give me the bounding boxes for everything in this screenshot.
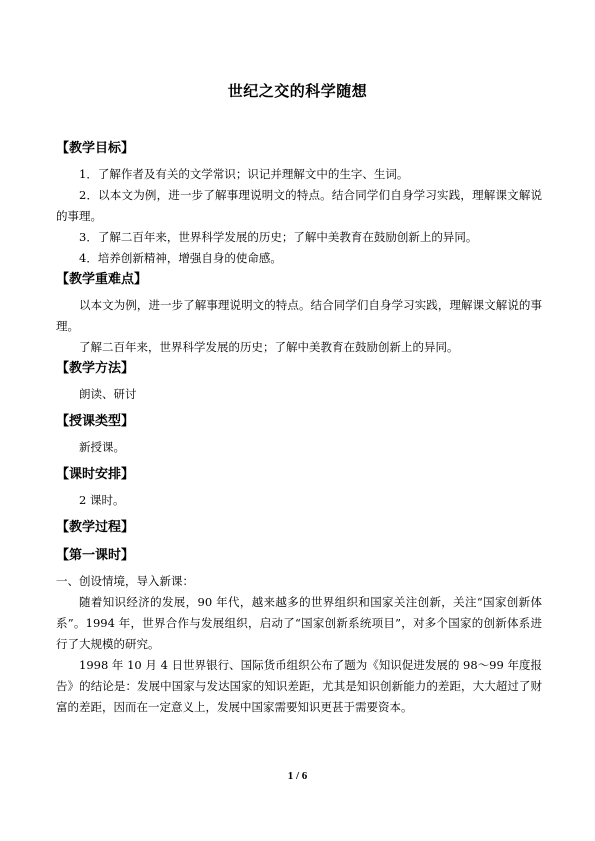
section-heading-methods: 【教学方法】 xyxy=(56,361,135,376)
goal-item-1: 1．了解作者及有关的文学常识；识记并理解文中的生字、生词。 xyxy=(79,167,409,181)
section-heading-key-points: 【教学重难点】 xyxy=(56,272,148,287)
document-body xyxy=(56,140,542,718)
section-heading-lesson-type: 【授课类型】 xyxy=(56,414,135,429)
section-heading-process: 【教学过程】 xyxy=(56,520,135,535)
goal-item-2: 2．以本文为例，进一步了解事理说明文的特点。结合同学们自身学习实践，理解课文解说的事理。 xyxy=(56,188,542,223)
key-point-1: 以本文为例，进一步了解事理说明文的特点。结合同学们自身学习实践，理解课文解说的事理。 xyxy=(56,298,542,333)
goal-item-4: 4．培养创新精神，增强自身的使命感。 xyxy=(79,251,282,265)
section-heading-goals: 【教学目标】 xyxy=(56,141,135,156)
key-point-2: 了解二百年来，世界科学发展的历史；了解中美教育在鼓励创新上的异同。 xyxy=(79,340,459,354)
goal-item-3: 3．了解二百年来，世界科学发展的历史；了解中美教育在鼓励创新上的异同。 xyxy=(79,230,478,244)
step-heading: 一、创设情境，导入新课： xyxy=(56,574,194,588)
intro-paragraph-1: 随着知识经济的发展，90 年代，越来越多的世界组织和国家关注创新，关注“国家创新体系”。1994 年，世界合作与发展组织，启动了“国家创新系统项目”，对多个国家的创新体系进行了大规模的研究。 xyxy=(56,595,542,651)
schedule-text: 2 课时。 xyxy=(79,493,125,507)
intro-paragraph-2: 1998 年 10 月 4 日世界银行、国际货币组织公布了题为《知识促进发展的 98～99 年度报告》的结论是：发展中国家与发达国家的知识差距，尤其是知识创新能力的差距，大大超过了财富的差距，因而在一定意义上，发展中国家需要知识更甚于需要资本。 xyxy=(56,658,542,714)
page-number: 1 / 6 xyxy=(287,770,308,782)
section-heading-schedule: 【课时安排】 xyxy=(56,467,135,482)
section-heading-first-lesson: 【第一课时】 xyxy=(56,548,135,563)
methods-text: 朗读、研讨 xyxy=(79,387,137,401)
page-title: 世纪之交的科学随想 xyxy=(227,82,368,100)
lesson-type-text: 新授课。 xyxy=(79,440,125,454)
